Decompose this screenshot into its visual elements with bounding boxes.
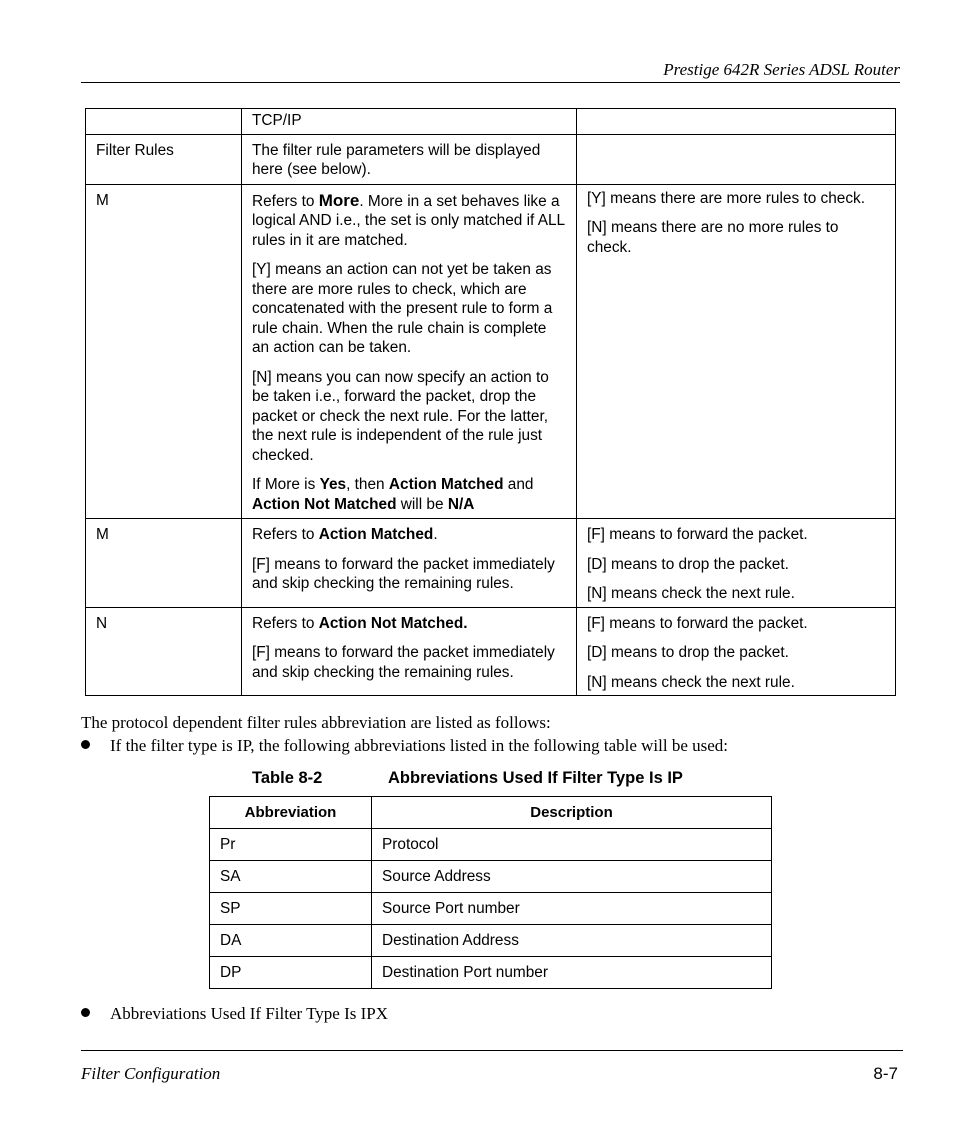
list-item: If the filter type is IP, the following abbreviations listed in the following table will be used: [81,736,728,756]
table-cell: Refers to Action Matched. [F] means to forward the packet immediately and skip checking the remaining rules. [242,519,577,608]
table-row [86,184,896,519]
table-cell: M [86,184,242,519]
header-divider [81,82,900,83]
table-cell: N [86,607,242,696]
column-header: Description [372,797,772,829]
table-cell [242,184,577,519]
table-cell: [F] means to forward the packet. [D] means to drop the packet. [N] means check the next rule. [577,519,896,608]
rule-more-y-description: [Y] means an action can not yet be taken as there are more rules to check, which are concatenated with the present rule to form a rule chain. When the rule chain is complete an action can be taken. [252,261,553,356]
table-row: DP Destination Port number [210,957,772,989]
table-row [86,519,896,608]
rule-more-description: Refers to More. More in a set behaves like a logical AND i.e., the set is only matched if ALL rules in it are matched. [252,190,565,249]
table-row: SP Source Port number [210,893,772,925]
body-paragraph: The protocol dependent filter rules abbreviation are listed as follows: [81,713,551,732]
footer-section-title: Filter Configuration [81,1064,221,1083]
table-cell: Refers to Action Not Matched. [F] means to forward the packet immediately and skip checking the remaining rules. [242,607,577,696]
table-cell: TCP/IP [242,109,577,135]
page-number: 8-7 [873,1064,898,1083]
table-cell: M [86,519,242,608]
list-item: Abbreviations Used If Filter Type Is IPX [81,1004,388,1024]
table-cell: Filter Rules [86,134,242,184]
column-header: Abbreviation [210,797,372,829]
table-cell [86,109,242,135]
table-cell: [Y] means there are more rules to check. [N] means there are no more rules to check. [577,184,896,519]
rule-more-note: If More is Yes, then Action Matched and Action Not Matched will be N/A [252,476,534,513]
page-header-title: Prestige 642R Series ADSL Router [663,60,900,79]
abbreviation-table [209,796,772,989]
footer-divider [81,1050,903,1051]
bullet-icon [81,740,90,749]
table-row [86,134,896,184]
filter-rules-table [85,108,896,696]
table-header-row [210,797,772,829]
table-cell [577,109,896,135]
table-cell: [F] means to forward the packet. [D] means to drop the packet. [N] means check the next rule. [577,607,896,696]
table-caption: Table 8-2 Abbreviations Used If Filter Type Is IP [252,769,683,787]
table-row [86,607,896,696]
table-row: SA Source Address [210,861,772,893]
table-row: DA Destination Address [210,925,772,957]
table-row [86,109,896,135]
table-cell: The filter rule parameters will be displayed here (see below). [242,134,577,184]
table-cell [577,134,896,184]
rule-more-n-description: [N] means you can now specify an action to be taken i.e., forward the packet, drop the packet or check the next rule. For the latter, the next rule is independent of the rule just checked. [252,368,549,464]
bullet-icon [81,1008,90,1017]
table-row: Pr Protocol [210,829,772,861]
